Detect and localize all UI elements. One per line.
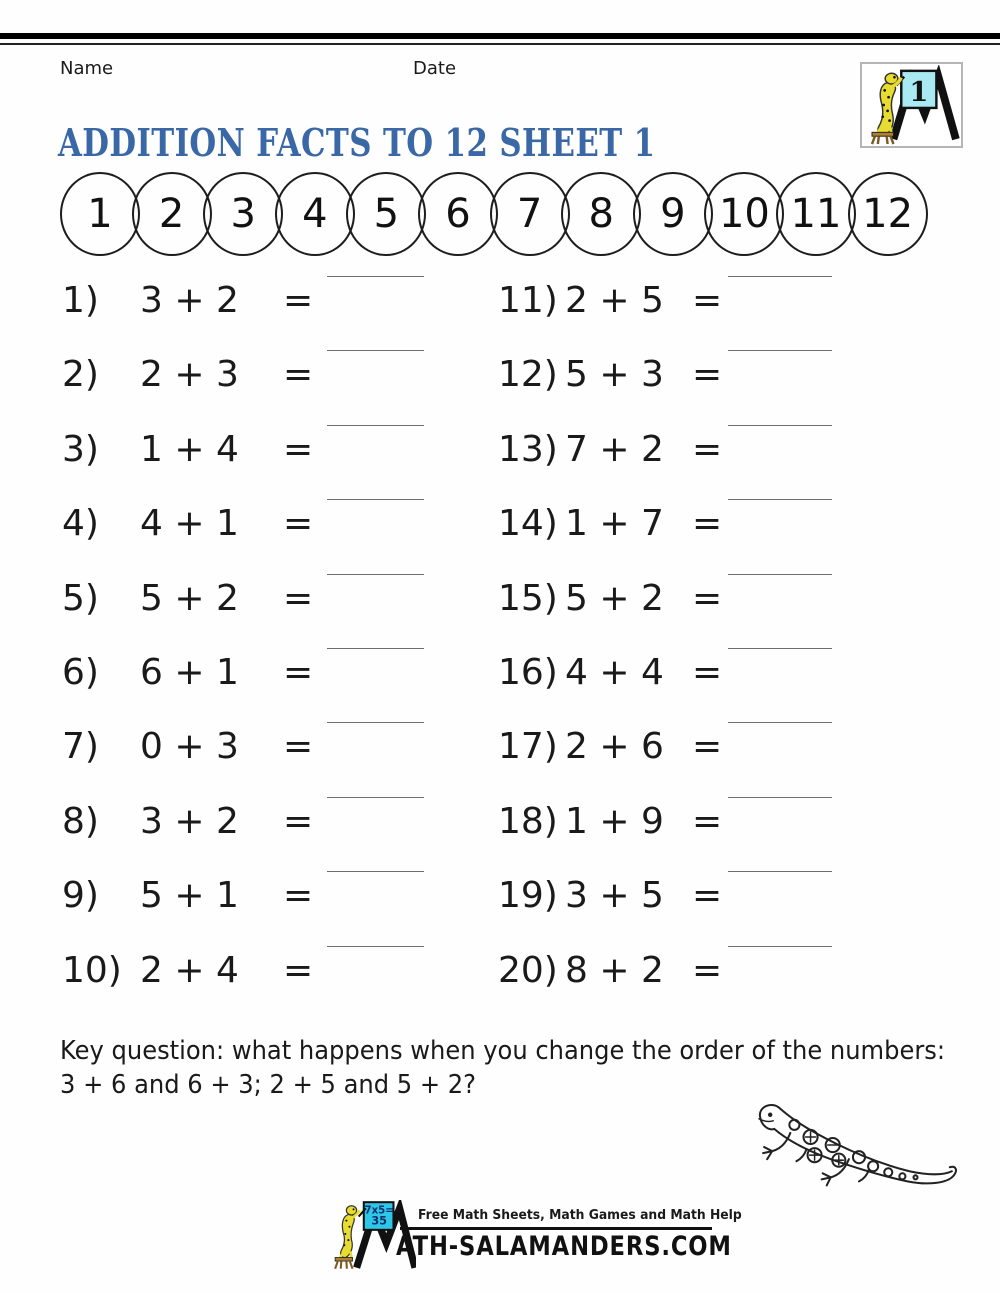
equals-sign: =	[283, 800, 314, 842]
problem-row	[498, 425, 938, 499]
problem-number: 5)	[62, 577, 99, 619]
answer-blank	[728, 946, 832, 996]
equals-sign: =	[283, 503, 314, 545]
answer-blank	[327, 499, 424, 549]
problem-expression: 2 + 5	[565, 280, 664, 321]
problem-expression: 5 + 2	[565, 577, 664, 619]
problem-row	[498, 574, 938, 648]
number-line-circles	[0, 172, 1000, 260]
problem-expression: 5 + 3	[565, 354, 664, 396]
problem-row	[498, 797, 938, 871]
salamander-easel-badge-icon	[864, 65, 960, 145]
equals-sign: =	[692, 875, 723, 917]
footer-tagline: Free Math Sheets, Math Games and Math Help	[418, 1208, 742, 1223]
footer-logo-block	[330, 1198, 742, 1276]
problem-number: 2)	[62, 354, 99, 396]
badge-number: 1	[908, 76, 928, 109]
equals-sign: =	[283, 875, 314, 917]
problem-row	[498, 722, 938, 796]
problem-row	[62, 871, 492, 945]
equals-sign: =	[692, 949, 723, 991]
problem-expression: 6 + 1	[140, 651, 239, 693]
spotted-salamander-drawing-icon	[750, 1088, 970, 1192]
number-circle: 3	[203, 172, 283, 256]
problem-number: 6)	[62, 651, 99, 693]
equals-sign: =	[692, 428, 723, 470]
problem-row	[498, 648, 938, 722]
board-equation-line2: 35	[371, 1214, 387, 1228]
answer-blank	[728, 871, 832, 921]
key-question-line2: 3 + 6 and 6 + 3; 2 + 5 and 5 + 2?	[60, 1070, 477, 1100]
answer-blank	[327, 276, 424, 326]
number-circle: 9	[633, 172, 713, 256]
equals-sign: =	[283, 949, 314, 991]
number-circle: 5	[346, 172, 426, 256]
problem-number: 11)	[498, 280, 558, 321]
answer-blank	[327, 946, 424, 996]
answer-blank	[728, 722, 832, 772]
equals-sign: =	[692, 800, 723, 842]
problem-expression: 2 + 3	[140, 354, 239, 396]
problem-expression: 7 + 2	[565, 428, 664, 470]
number-circle: 12	[848, 172, 928, 256]
problem-row	[498, 871, 938, 945]
problem-expression: 3 + 2	[140, 280, 239, 321]
equals-sign: =	[283, 354, 314, 396]
answer-blank	[728, 797, 832, 847]
problem-row	[62, 797, 492, 871]
equals-sign: =	[283, 726, 314, 768]
number-circle: 1	[60, 172, 140, 256]
problem-number: 16)	[498, 651, 558, 693]
key-question-line1: Key question: what happens when you change the order of the numbers:	[60, 1036, 946, 1066]
equals-sign: =	[692, 577, 723, 619]
problem-row	[62, 425, 492, 499]
number-circle: 7	[490, 172, 570, 256]
answer-blank	[327, 574, 424, 624]
equals-sign: =	[692, 503, 723, 545]
stool-icon	[335, 1257, 352, 1268]
problem-expression: 1 + 9	[565, 800, 664, 842]
problem-expression: 0 + 3	[140, 726, 239, 768]
problem-number: 20)	[498, 949, 558, 991]
number-circle: 10	[704, 172, 784, 256]
problem-expression: 2 + 6	[565, 726, 664, 768]
problem-row	[62, 722, 492, 796]
problems-right-column	[498, 276, 938, 1020]
problem-expression: 4 + 1	[140, 503, 239, 545]
problem-expression: 1 + 7	[565, 503, 664, 545]
name-label: Name	[60, 58, 114, 79]
problem-row	[62, 946, 492, 1020]
equals-sign: =	[692, 726, 723, 768]
problem-expression: 5 + 2	[140, 577, 239, 619]
far-front-leg	[796, 1149, 806, 1161]
top-rule-thin	[0, 43, 1000, 45]
problem-expression: 8 + 2	[565, 949, 664, 991]
answer-blank	[327, 350, 424, 400]
problem-expression: 5 + 1	[140, 875, 239, 917]
problem-number: 18)	[498, 800, 558, 842]
answer-blank	[327, 871, 424, 921]
sheet-number-badge	[860, 62, 963, 148]
problem-number: 3)	[62, 428, 99, 470]
answer-blank	[728, 425, 832, 475]
problem-expression: 2 + 4	[140, 949, 239, 991]
problem-expression: 3 + 5	[565, 875, 664, 917]
salamander-eye	[768, 1113, 772, 1117]
problem-number: 14)	[498, 503, 558, 545]
answer-blank	[728, 276, 832, 326]
stool-icon	[872, 132, 893, 144]
board-equation-line1: 7x5=	[364, 1205, 394, 1217]
number-circle: 2	[132, 172, 212, 256]
number-circle: 4	[275, 172, 355, 256]
problem-row	[62, 350, 492, 424]
problems-left-column	[62, 276, 492, 1020]
problem-number: 4)	[62, 503, 99, 545]
number-circle: 8	[561, 172, 641, 256]
answer-blank	[327, 425, 424, 475]
salamander-head-outline	[760, 1105, 780, 1129]
problem-number: 9)	[62, 875, 99, 917]
salamander-figure	[340, 1206, 359, 1259]
equals-sign: =	[692, 651, 723, 693]
problem-number: 10)	[62, 949, 122, 991]
problem-expression: 4 + 4	[565, 651, 664, 693]
problem-row	[498, 350, 938, 424]
page-title: ADDITION FACTS TO 12 SHEET 1	[58, 120, 656, 165]
equals-sign: =	[283, 651, 314, 693]
answer-blank	[728, 499, 832, 549]
number-circle: 11	[776, 172, 856, 256]
equals-sign: =	[283, 280, 314, 321]
problem-row	[498, 499, 938, 573]
problem-row	[498, 946, 938, 1020]
equals-sign: =	[283, 428, 314, 470]
answer-blank	[728, 574, 832, 624]
number-circle: 6	[418, 172, 498, 256]
problem-row	[62, 648, 492, 722]
problem-number: 13)	[498, 428, 558, 470]
problem-number: 8)	[62, 800, 99, 842]
footer-rule	[400, 1227, 712, 1230]
top-rule-thick	[0, 33, 1000, 39]
problem-row	[62, 499, 492, 573]
problem-row	[62, 276, 492, 350]
problem-number: 15)	[498, 577, 558, 619]
problem-number: 19)	[498, 875, 558, 917]
problem-number: 1)	[62, 280, 99, 321]
date-label: Date	[413, 58, 457, 79]
answer-blank	[327, 648, 424, 698]
problem-number: 17)	[498, 726, 558, 768]
problem-number: 7)	[62, 726, 99, 768]
problem-expression: 1 + 4	[140, 428, 239, 470]
problem-row	[62, 574, 492, 648]
equals-sign: =	[692, 354, 723, 396]
answer-blank	[327, 722, 424, 772]
answer-blank	[327, 797, 424, 847]
problem-number: 12)	[498, 354, 558, 396]
equals-sign: =	[692, 280, 723, 321]
equals-sign: =	[283, 577, 314, 619]
problem-expression: 3 + 2	[140, 800, 239, 842]
footer-site-name: ATH-SALAMANDERS.COM	[396, 1231, 732, 1262]
problem-row	[498, 276, 938, 350]
answer-blank	[728, 350, 832, 400]
answer-blank	[728, 648, 832, 698]
